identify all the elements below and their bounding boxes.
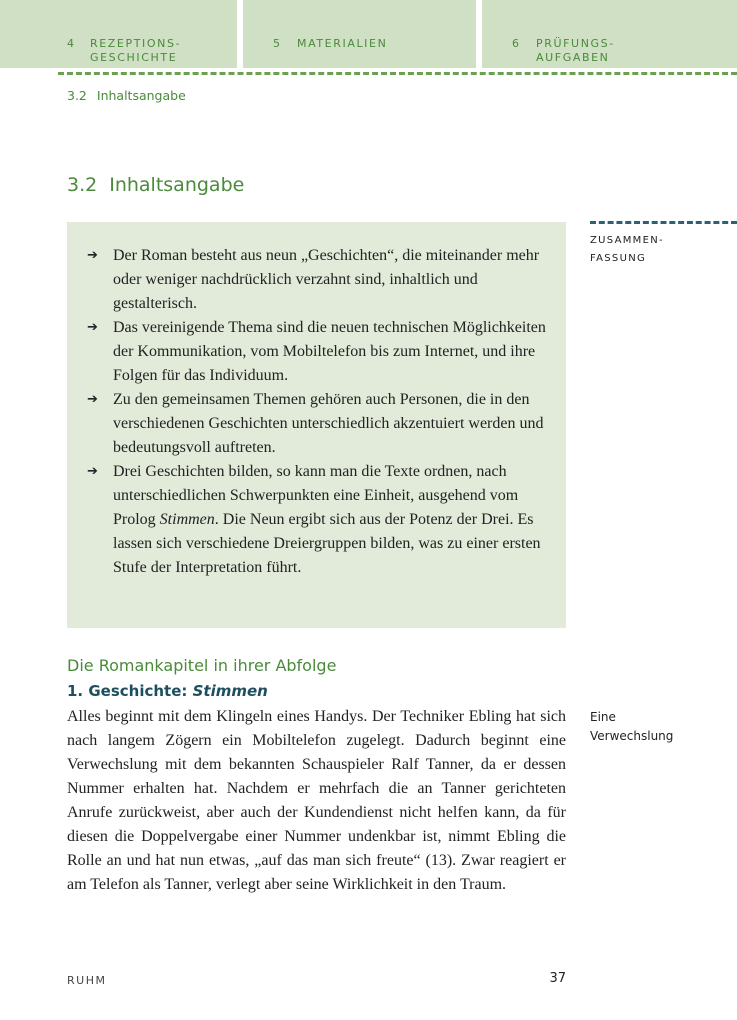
summary-bullet-text: Das vereinigende Thema sind die neuen technischen Möglichkeiten der Kommunikation, vom Mobiltelefon bis zum Internet, und ihre Folgen für das Individuum. — [113, 319, 546, 384]
breadcrumb-number: 3.2 — [67, 88, 87, 103]
tab-materialien[interactable] — [243, 0, 476, 68]
summary-bullet-text-cont: . Die Neun ergibt sich aus der Potenz der Drei. Es lassen sich verschiedene Dreiergruppen bilden, was zu einer ersten Stufe der Interpretation führt. — [113, 511, 541, 576]
tab-label-line1: PRÜFUNGS- — [536, 37, 615, 50]
summary-bullet-text: Drei Geschichten bilden, so kann man die Texte ordnen, nach unterschiedlichen Schwerpunkten eine Einheit, ausgehend vom Prolog — [113, 463, 519, 528]
body-paragraph: Alles beginnt mit dem Klingeln eines Handys. Der Techniker Ebling hat sich nach langem Zögern ein Mobiltelefon zugelegt. Dadurch beginnt eine Verwechslung mit dem bekannten Schauspieler Ralf Tanner, da er dessen Nummer erhalten hat. Nachdem er mehrfach die an Tanner gerichteten Anrufe zurückweist, aber auch der Kundendienst nicht helfen kann, da für diesen die Doppelvergabe einer Nummer undenkbar ist, nimmt Ebling die Rolle an und hat nun etwas, „auf das man sich freute“ (13). Zwar reagiert er am Telefon als Tanner, verlegt aber seine Wirklichkeit in den Traum. — [67, 708, 566, 893]
header-divider — [58, 72, 737, 75]
chapter-tabs — [0, 0, 737, 68]
margin-note-line1: Eine — [590, 710, 616, 724]
breadcrumb — [67, 88, 186, 103]
summary-bullet — [87, 460, 547, 580]
tab-label-line2: AUFGABEN — [536, 51, 610, 64]
arrow-right-icon: ➔ — [87, 320, 98, 335]
tab-number: 4 — [67, 37, 76, 50]
arrow-right-icon: ➔ — [87, 392, 98, 407]
summary-margin-label — [590, 232, 730, 268]
tab-rezeptionsgeschichte[interactable] — [0, 0, 237, 68]
summary-bullet-text: Der Roman besteht aus neun „Geschichten“, die miteinander mehr oder weniger nachdrücklich verzahnt sind, inhaltlich und gestalterisch. — [113, 247, 540, 312]
summary-list — [87, 244, 547, 580]
running-footer: RUHM — [67, 974, 107, 987]
subsection-heading — [67, 682, 268, 700]
subsection-title: Stimmen — [192, 682, 268, 700]
tab-pruefungsaufgaben[interactable] — [482, 0, 737, 68]
work-title: Stimmen — [159, 511, 215, 528]
page-title-number: 3.2 — [67, 174, 98, 196]
tab-label-line2: GESCHICHTE — [90, 51, 178, 64]
summary-bullet-text: Zu den gemeinsamen Themen gehören auch Personen, die in den verschiedenen Geschichten unterschiedlich akzentuiert werden und bedeutungsvoll auftreten. — [113, 391, 544, 456]
summary-box — [67, 222, 566, 628]
page-title-label: Inhaltsangabe — [109, 174, 245, 196]
margin-note-line2: Verwechslung — [590, 729, 674, 743]
subsection-prefix: 1. Geschichte: — [67, 682, 193, 700]
page-title — [67, 174, 244, 196]
summary-margin-label-line2: FASSUNG — [590, 253, 647, 264]
arrow-right-icon: ➔ — [87, 248, 98, 263]
breadcrumb-label: Inhaltsangabe — [96, 88, 186, 103]
margin-note — [590, 708, 730, 746]
summary-bullet — [87, 316, 547, 388]
summary-bullet — [87, 244, 547, 316]
tab-label: MATERIALIEN — [297, 37, 388, 50]
summary-bullet — [87, 388, 547, 460]
tab-number: 5 — [273, 37, 282, 50]
tab-label — [536, 37, 615, 65]
sidebar-divider — [590, 221, 737, 224]
page-number: 37 — [549, 971, 566, 986]
summary-margin-label-line1: ZUSAMMEN- — [590, 235, 664, 246]
tab-label-line1: REZEPTIONS- — [90, 37, 182, 50]
tab-label — [90, 37, 181, 65]
arrow-right-icon: ➔ — [87, 464, 98, 479]
tab-number: 6 — [512, 37, 521, 50]
section-heading: Die Romankapitel in ihrer Abfolge — [67, 656, 337, 675]
